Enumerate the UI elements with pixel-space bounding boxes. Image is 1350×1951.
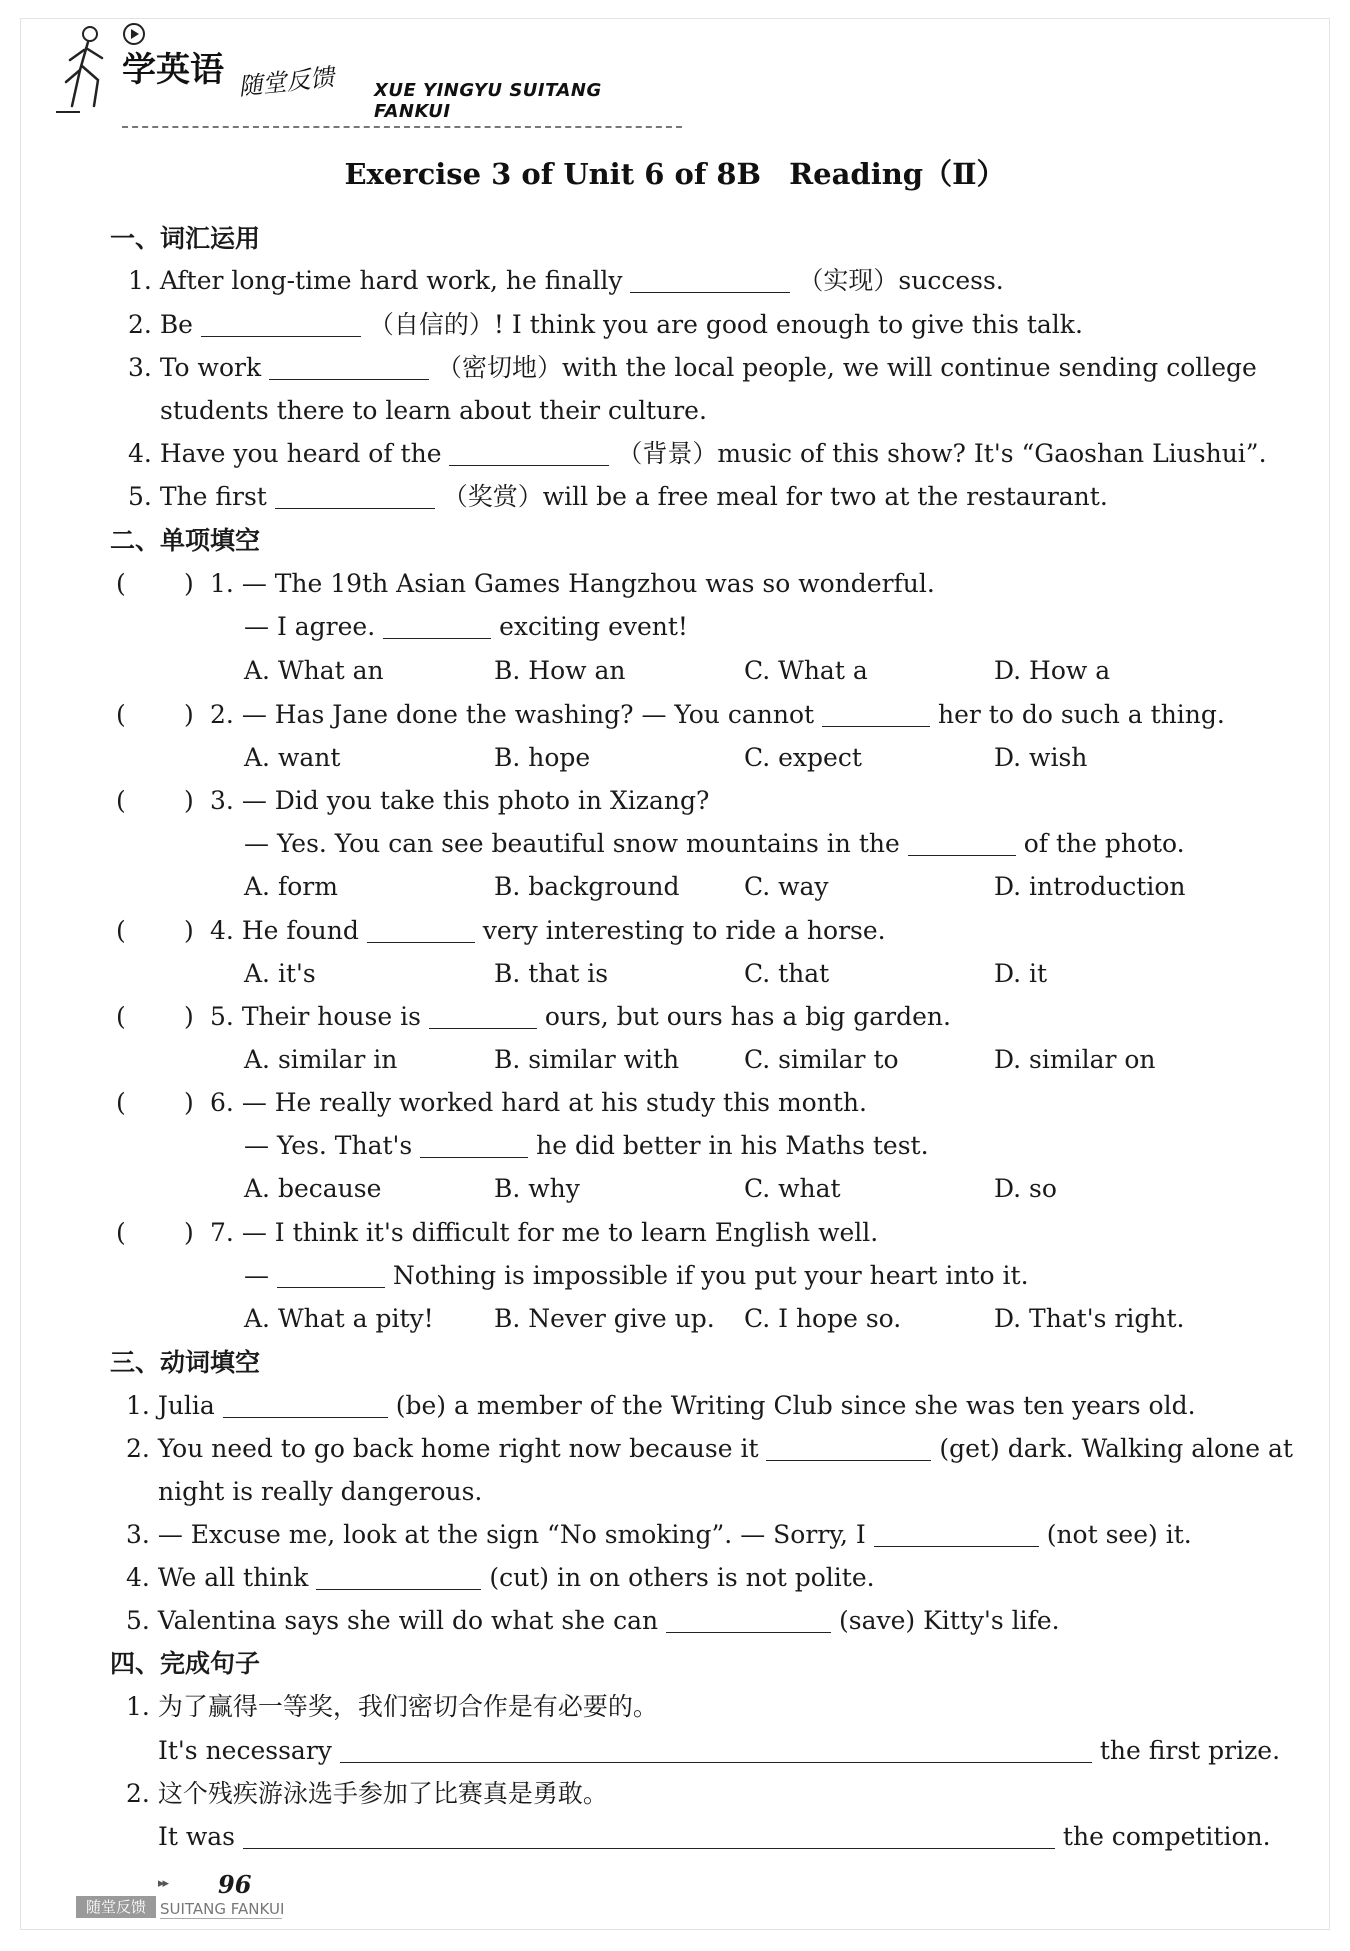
option-a[interactable]: A. form <box>244 872 338 901</box>
answer-blank[interactable] <box>874 1524 1039 1547</box>
answer-blank[interactable] <box>275 486 435 509</box>
option-c[interactable]: C. expect <box>744 743 862 772</box>
verb-item-1: 1. Julia (be) a member of the Writing Club since she was ten years old. <box>126 1391 1196 1420</box>
answer-blank[interactable] <box>429 1006 537 1029</box>
option-a[interactable]: A. want <box>244 743 341 772</box>
sentence-item-2-chinese: 2. 这个残疾游泳选手参加了比赛真是勇敢。 <box>126 1779 608 1808</box>
option-b[interactable]: B. similar with <box>494 1045 680 1074</box>
mc-question-3: 3. — Did you take this photo in Xizang? <box>210 786 710 815</box>
answer-blank[interactable] <box>316 1567 481 1590</box>
verb-item-2: 2. You need to go back home right now because it (get) dark. Walking alone at <box>126 1434 1293 1463</box>
option-d[interactable]: D. That's right. <box>994 1304 1185 1333</box>
vocab-item-3-continued: students there to learn about their culture. <box>160 396 707 425</box>
vocab-item-2: 2. Be （自信的）! I think you are good enough to give this talk. <box>128 310 1083 339</box>
option-a[interactable]: A. because <box>244 1174 382 1203</box>
answer-blank[interactable] <box>383 616 491 639</box>
section-2-heading: 二、单项填空 <box>110 526 261 555</box>
vocab-item-1: 1. After long-time hard work, he finally （实现）success. <box>128 266 1004 295</box>
option-b[interactable]: B. why <box>494 1174 580 1203</box>
mc-answer-paren-open[interactable]: ( <box>116 700 126 729</box>
title-exercise: Exercise 3 of Unit 6 of 8B <box>344 157 762 191</box>
sentence-item-1-chinese: 1. 为了赢得一等奖，我们密切合作是有必要的。 <box>126 1692 658 1721</box>
mc-question-1-reply: — I agree. exciting event! <box>244 612 688 641</box>
mc-question-7: 7. — I think it's difficult for me to learn English well. <box>210 1218 879 1247</box>
section-1-heading: 一、词汇运用 <box>110 224 261 253</box>
option-c[interactable]: C. way <box>744 872 829 901</box>
logo-title: 学英语 <box>122 50 224 90</box>
sentence-item-1-answer: It's necessary the first prize. <box>158 1736 1281 1765</box>
logo-english: XUE YINGYU SUITANG FANKUI <box>374 80 602 122</box>
option-c[interactable]: C. that <box>744 959 830 988</box>
footer-divider <box>160 1918 282 1919</box>
option-b[interactable]: B. that is <box>494 959 609 988</box>
option-c[interactable]: C. similar to <box>744 1045 899 1074</box>
option-a[interactable]: A. similar in <box>244 1045 398 1074</box>
option-b[interactable]: B. Never give up. <box>494 1304 715 1333</box>
page-number: 96 <box>218 1870 252 1899</box>
vocab-item-5: 5. The first （奖赏）will be a free meal for two at the restaurant. <box>128 482 1108 511</box>
answer-blank[interactable] <box>243 1826 1055 1849</box>
option-a[interactable]: A. it's <box>244 959 316 988</box>
mc-question-6: 6. — He really worked hard at his study this month. <box>210 1088 867 1117</box>
mc-answer-paren-close[interactable]: ) <box>184 786 194 815</box>
mc-answer-paren-open[interactable]: ( <box>116 1218 126 1247</box>
section-3-heading: 三、动词填空 <box>110 1348 261 1377</box>
option-b[interactable]: B. hope <box>494 743 591 772</box>
answer-blank[interactable] <box>277 1265 385 1288</box>
mc-answer-paren-close[interactable]: ) <box>184 1218 194 1247</box>
mc-answer-paren-open[interactable]: ( <box>116 1002 126 1031</box>
option-d[interactable]: D. it <box>994 959 1048 988</box>
answer-blank[interactable] <box>630 270 790 293</box>
mc-answer-paren-close[interactable]: ) <box>184 700 194 729</box>
vocab-item-3: 3. To work （密切地）with the local people, we will continue sending college <box>128 353 1257 382</box>
header <box>52 20 672 120</box>
answer-blank[interactable] <box>908 833 1016 856</box>
mc-question-1: 1. — The 19th Asian Games Hangzhou was so wonderful. <box>210 569 935 598</box>
title-reading: Reading（Ⅱ） <box>789 157 1006 191</box>
option-c[interactable]: C. I hope so. <box>744 1304 902 1333</box>
footer-arrows-icon: ▸▸ <box>158 1876 168 1891</box>
option-b[interactable]: B. background <box>494 872 680 901</box>
footer-label-english: SUITANG FANKUI <box>160 1900 285 1918</box>
mc-question-6-reply: — Yes. That's he did better in his Maths test. <box>244 1131 929 1160</box>
header-divider <box>122 126 682 128</box>
footer-label: 随堂反馈 <box>76 1896 156 1918</box>
option-a[interactable]: A. What an <box>244 656 384 685</box>
mc-question-5: 5. Their house is ours, but ours has a big garden. <box>210 1002 951 1031</box>
option-c[interactable]: C. What a <box>744 656 868 685</box>
option-d[interactable]: D. introduction <box>994 872 1186 901</box>
page-title <box>0 152 1350 193</box>
mc-question-4: 4. He found very interesting to ride a horse. <box>210 916 886 945</box>
verb-item-2-continued: night is really dangerous. <box>158 1477 483 1506</box>
answer-blank[interactable] <box>666 1610 831 1633</box>
answer-blank[interactable] <box>201 314 361 337</box>
answer-blank[interactable] <box>367 920 475 943</box>
option-b[interactable]: B. How an <box>494 656 626 685</box>
option-d[interactable]: D. wish <box>994 743 1088 772</box>
mc-answer-paren-open[interactable]: ( <box>116 916 126 945</box>
mc-question-7-reply: — Nothing is impossible if you put your heart into it. <box>244 1261 1029 1290</box>
verb-item-5: 5. Valentina says she will do what she can (save) Kitty's life. <box>126 1606 1060 1635</box>
verb-item-4: 4. We all think (cut) in on others is not polite. <box>126 1563 875 1592</box>
answer-blank[interactable] <box>420 1135 528 1158</box>
answer-blank[interactable] <box>223 1395 388 1418</box>
mc-answer-paren-open[interactable]: ( <box>116 569 126 598</box>
mc-answer-paren-close[interactable]: ) <box>184 1088 194 1117</box>
mc-question-2: 2. — Has Jane done the washing? — You cannot her to do such a thing. <box>210 700 1225 729</box>
option-d[interactable]: D. How a <box>994 656 1111 685</box>
mc-answer-paren-close[interactable]: ) <box>184 1002 194 1031</box>
answer-blank[interactable] <box>340 1740 1092 1763</box>
option-a[interactable]: A. What a pity! <box>244 1304 434 1333</box>
answer-blank[interactable] <box>822 704 930 727</box>
mc-answer-paren-close[interactable]: ) <box>184 569 194 598</box>
option-d[interactable]: D. similar on <box>994 1045 1156 1074</box>
runner-logo-icon <box>52 20 132 120</box>
verb-item-3: 3. — Excuse me, look at the sign “No smoking”. — Sorry, I (not see) it. <box>126 1520 1192 1549</box>
page-border <box>20 18 1330 1930</box>
mc-answer-paren-open[interactable]: ( <box>116 1088 126 1117</box>
answer-blank[interactable] <box>449 443 609 466</box>
sentence-item-2-answer: It was the competition. <box>158 1822 1271 1851</box>
section-4-heading: 四、完成句子 <box>110 1649 261 1678</box>
answer-blank[interactable] <box>766 1438 931 1461</box>
option-d[interactable]: D. so <box>994 1174 1057 1203</box>
vocab-item-4: 4. Have you heard of the （背景）music of this show? It's “Gaoshan Liushui”. <box>128 439 1267 468</box>
answer-blank[interactable] <box>269 357 429 380</box>
mc-answer-paren-close[interactable]: ) <box>184 916 194 945</box>
logo-subtitle: 随堂反馈 <box>237 63 336 101</box>
option-c[interactable]: C. what <box>744 1174 841 1203</box>
mc-answer-paren-open[interactable]: ( <box>116 786 126 815</box>
mc-question-3-reply: — Yes. You can see beautiful snow mountains in the of the photo. <box>244 829 1185 858</box>
